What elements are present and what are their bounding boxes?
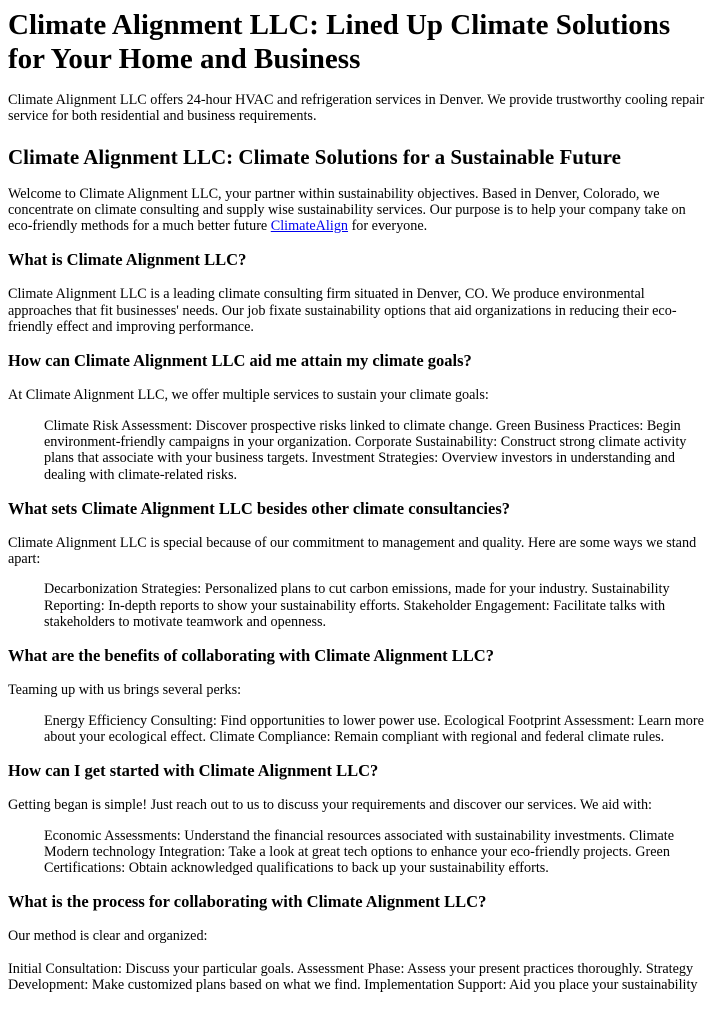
main-section-paragraph xyxy=(8,186,712,235)
get-started-heading: How can I get started with Climate Alignment LLC? xyxy=(8,761,379,781)
sets-apart-paragraph: Climate Alignment LLC is special because of our commitment to management and quality. Here are some ways we stand apart: xyxy=(8,534,697,568)
main-section-heading: Climate Alignment LLC: Climate Solutions for a Sustainable Future xyxy=(8,144,621,169)
climatealign-link[interactable]: ClimateAlign xyxy=(270,218,349,235)
what-is-heading: What is Climate Alignment LLC? xyxy=(8,250,247,270)
intro-paragraph: Climate Alignment LLC offers 24-hour HVAC and refrigeration services in Denver. We provide trustworthy cooling repair service for both residential and business requirements. xyxy=(8,92,705,125)
article xyxy=(0,8,720,993)
goals-paragraph: At Climate Alignment LLC, we offer multiple services to sustain your climate goals: xyxy=(8,387,489,404)
what-is-paragraph: Climate Alignment LLC is a leading climate consulting firm situated in Denver, CO. We produce environmental approaches that fit businesses' needs. Our job fixate sustainability options that aid organizations in reducing their eco-friendly effect and improving performance. xyxy=(8,286,677,336)
benefits-heading: What are the benefits of collaborating with Climate Alignment LLC? xyxy=(8,646,494,666)
get-started-quote: Economic Assessments: Understand the financial resources associated with sustainability investments. Climate Modern technology Integration: Take a look at great tech options to enhance your eco-friendly projects. Green Certifications: Obtain acknowledged qualifications to back up your sustainability efforts. xyxy=(44,827,675,877)
sets-apart-quote: Decarbonization Strategies: Personalized plans to cut carbon emissions, made for your industry. Sustainability Reporting: In-depth reports to show your sustainability efforts. Stakeholder Engagement: Facilitate talks with stakeholders to motivate teamwork and openness. xyxy=(44,581,670,631)
benefits-paragraph: Teaming up with us brings several perks: xyxy=(8,682,242,699)
goals-heading: How can Climate Alignment LLC aid me attain my climate goals? xyxy=(8,351,472,371)
benefits-quote: Energy Efficiency Consulting: Find opportunities to lower power use. Ecological Footprint Assessment: Learn more about your ecological effect. Climate Compliance: Remain compliant with regional and federal climate rules. xyxy=(44,712,704,745)
main-section-text-start: Welcome to Climate Alignment LLC, your partner within sustainability objectives. Based in Denver, Colorado, we concentrate on climate consulting and supply wise sustainability services. Our purpose is to help your company take on eco-friendly methods for a much better future xyxy=(8,185,686,235)
goals-services-quote: Climate Risk Assessment: Discover prospective risks linked to climate change. Green Business Practices: Begin environment-friendly campaigns in your organization. Corporate Sustainability: Construct strong climate activity plans that associate with your business targets. Investment Strategies: Overview investors in understanding and dealing with climate-related risks. xyxy=(44,417,687,483)
process-heading: What is the process for collaborating with Climate Alignment LLC? xyxy=(8,892,487,912)
process-steps-paragraph: Initial Consultation: Discuss your particular goals. Assessment Phase: Assess your present practices thoroughly. Strategy Development: Make customized plans based on what we find. Implementation Support: Aid you place your sustainability xyxy=(8,960,698,994)
process-paragraph: Our method is clear and organized: xyxy=(8,928,208,945)
sets-apart-heading: What sets Climate Alignment LLC besides other climate consultancies? xyxy=(8,498,511,518)
page-title: Climate Alignment LLC: Lined Up Climate Solutions for Your Home and Business xyxy=(8,9,671,75)
main-section-text-end: for everyone. xyxy=(348,218,428,235)
get-started-paragraph: Getting began is simple! Just reach out to us to discuss your requirements and discover our services. We aid with: xyxy=(8,797,652,814)
